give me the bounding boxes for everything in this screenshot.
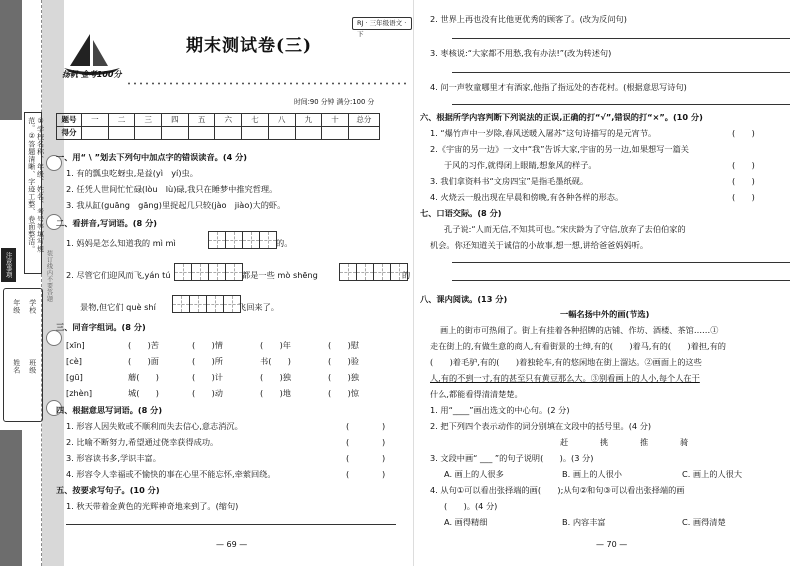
choice-c[interactable]: C. 画得清楚	[682, 517, 726, 527]
writing-grid[interactable]	[172, 295, 240, 313]
table-cell: 得分	[57, 127, 82, 140]
label-school: 学校	[28, 299, 37, 314]
score-input[interactable]	[188, 127, 215, 140]
table-cell: 题号	[57, 114, 82, 127]
blank-cell[interactable]: ( )年	[260, 340, 291, 350]
passage-line: 走在街上的,有做生意的商人,有看街景的士绅,有的( )着马,有的( )着担,有的	[430, 341, 726, 351]
binding-strip	[0, 0, 64, 566]
judge-paren[interactable]: ( )	[732, 192, 755, 202]
pinyin-label: [zhèn]	[66, 388, 93, 398]
question-6-4: 4. 火烧云一般出现在早晨和傍晚,有各种各样的形态。	[430, 192, 624, 202]
dotted-divider	[126, 82, 406, 85]
answer-paren[interactable]: ( )	[346, 453, 386, 463]
word-option: 推	[640, 437, 649, 447]
answer-line[interactable]	[452, 72, 790, 73]
question-4-4: 4. 形容令人幸福或不愉快的事在心里不能忘怀,牵萦回绕。	[66, 469, 276, 479]
exam-meta: 时间:90 分钟 满分:100 分	[294, 98, 375, 106]
score-input[interactable]	[295, 127, 322, 140]
score-input[interactable]	[162, 127, 189, 140]
choice-b[interactable]: B. 内容丰富	[562, 517, 606, 527]
judge-paren[interactable]: ( )	[732, 128, 755, 138]
question-2-3-text: 景物,但它们 què shí	[80, 302, 156, 312]
notice-text: ①学校名称、年级、姓名、考号等填写规范。②答题清晰、字迹工整、卷面整洁。	[27, 117, 45, 253]
grade-tag: RJ · 三年级语文 · 下	[352, 17, 412, 30]
page-separator	[413, 0, 414, 566]
pinyin-label: [gū]	[66, 372, 83, 382]
blank-cell[interactable]: ( )惊	[328, 388, 359, 398]
answer-paren[interactable]: ( )	[346, 469, 386, 479]
blank-cell[interactable]: ( )情	[192, 340, 223, 350]
score-input[interactable]	[108, 127, 135, 140]
answer-paren[interactable]: ( )	[346, 421, 386, 431]
blank-cell[interactable]: ( )动	[192, 388, 223, 398]
table-cell: 七	[242, 114, 269, 127]
cut-hint: 装订线内不要答题	[45, 250, 53, 302]
question-6-3: 3. 我们拿资料书“文房四宝”是指毛墨纸砚。	[430, 176, 589, 186]
section-4-heading: 四、根据意思写词语。(8 分)	[56, 405, 163, 415]
table-cell: 八	[268, 114, 295, 127]
table-row	[57, 127, 380, 140]
score-input[interactable]	[348, 127, 379, 140]
writing-grid[interactable]	[339, 263, 407, 281]
score-input[interactable]	[268, 127, 295, 140]
score-table	[56, 113, 380, 140]
table-cell: 九	[295, 114, 322, 127]
question-6-1: 1. “爆竹声中一岁除,春风送暖入屠苏”这句诗描写的是元宵节。	[430, 128, 657, 138]
pinyin-label: [cè]	[66, 356, 82, 366]
answer-paren[interactable]: ( )	[346, 437, 386, 447]
passage-title: 一幅名扬中外的画(节选)	[560, 309, 650, 319]
question-2-2-text: 2. 尽管它们迎风而飞,yán tú	[66, 270, 171, 280]
word-option: 挑	[600, 437, 609, 447]
choice-b[interactable]: B. 画上的人很小	[562, 469, 622, 479]
judge-paren[interactable]: ( )	[732, 176, 755, 186]
blank-cell[interactable]: 书( )	[260, 356, 291, 366]
question-2-2-end: 的	[402, 270, 411, 280]
oral-text-2: 机会。你还知道关于诚信的小故事,想一想,讲给爸爸妈妈听。	[430, 240, 649, 250]
blank-cell[interactable]: ( )独	[328, 372, 359, 382]
question-4-3: 3. 形容读书多,学识丰富。	[66, 453, 161, 463]
table-cell: 总分	[348, 114, 379, 127]
reading-question-3: 3. 文段中画“ ___ ”的句子说明( )。(3 分)	[430, 453, 594, 463]
blank-cell[interactable]: ( )验	[328, 356, 359, 366]
oral-text-1: 孔子说:“人而无信,不知其可也。”宋庆龄为了守信,放弃了去伯伯家的	[444, 224, 686, 234]
score-input[interactable]	[215, 127, 242, 140]
passage-line: ( )着毛驴,有的( )着独轮车,有的悠闲地在街上溜达。②画面上的这些	[430, 357, 702, 367]
blank-cell[interactable]: ( )地	[260, 388, 291, 398]
table-cell: 三	[135, 114, 162, 127]
blank-cell[interactable]: 城( )	[128, 388, 159, 398]
table-cell: 六	[215, 114, 242, 127]
choice-a[interactable]: A. 画得精细	[444, 517, 488, 527]
blank-cell[interactable]: ( )面	[128, 356, 159, 366]
passage-line-underlined: 人,有的不到一寸,有的甚至只有黄豆那么大。③别看画上的人小,每个人在干	[430, 373, 700, 383]
brand-name: 扬帆 金考100分	[62, 70, 122, 79]
reading-question-2: 2. 把下列四个表示动作的词分别填在文段中的括号里。(4 分)	[430, 421, 652, 431]
score-input[interactable]	[322, 127, 349, 140]
blank-cell[interactable]: ( )所	[192, 356, 223, 366]
page-number: — 70 —	[596, 540, 628, 549]
reading-question-4-cont: ( )。(4 分)	[444, 501, 498, 511]
question-2-3-end: 飞回来了。	[238, 302, 279, 312]
judge-paren[interactable]: ( )	[732, 160, 755, 170]
answer-line[interactable]	[452, 280, 790, 281]
notice-box	[24, 112, 45, 274]
question-5-4: 4. 问一声牧童哪里才有酒家,他指了指远处的杏花村。(根据意思写诗句)	[430, 82, 687, 92]
blank-cell[interactable]: 蘑( )	[128, 372, 159, 382]
passage-line: 什么,都能看得清清楚楚。	[430, 389, 523, 399]
table-cell: 二	[108, 114, 135, 127]
reading-question-1: 1. 用“____”画出选文的中心句。(2 分)	[430, 405, 570, 415]
question-1-3: 3. 我从缸(guāng gāng)里捉起几只较(jào jiào)大的虾。	[66, 200, 286, 210]
reading-question-4: 4. 从句①可以看出张择端的画( );从句②和句③可以看出张择端的画	[430, 485, 685, 495]
question-1-1: 1. 有的瓢虫吃蚜虫,是益(yì yí)虫。	[66, 168, 198, 178]
question-6-2-cont: 于风的习作,就得闭上眼睛,想象风的样子。	[444, 160, 597, 170]
question-5-2: 2. 世界上再也没有比他更优秀的顾客了。(改为反问句)	[430, 14, 627, 24]
answer-line[interactable]	[66, 524, 396, 525]
table-cell: 五	[188, 114, 215, 127]
section-3-heading: 三、同音字组词。(8 分)	[56, 322, 146, 332]
page-title: 期末测试卷(三)	[186, 36, 313, 56]
choice-c[interactable]: C. 画上的人很大	[682, 469, 743, 479]
score-input[interactable]	[242, 127, 269, 140]
writing-grid[interactable]	[208, 231, 276, 249]
question-4-2: 2. 比喻不断努力,希望通过侥幸获得成功。	[66, 437, 219, 447]
cut-line	[41, 0, 42, 566]
page-number: — 69 —	[216, 540, 248, 549]
section-8-heading: 八、课内阅读。(13 分)	[420, 294, 508, 304]
word-option: 骑	[680, 437, 689, 447]
question-6-2: 2.《宇宙的另一边》一文中“我”告诉大家,宇宙的另一边,如果想写一篇关	[430, 144, 689, 154]
passage-line: 画上的街市可热闹了。街上有挂着各种招牌的店铺、作坊、酒楼、茶馆……①	[440, 325, 719, 335]
table-cell: 一	[82, 114, 109, 127]
right-page	[420, 0, 796, 566]
section-2-heading: 二、看拼音,写词语。(8 分)	[56, 218, 158, 228]
blank-cell[interactable]: ( )计	[192, 372, 223, 382]
question-2-1-end: 的。	[276, 238, 293, 248]
word-option: 赶	[560, 437, 569, 447]
pinyin-label: [xīn]	[66, 340, 85, 350]
section-1-heading: 一、用“ \ ”划去下列句中加点字的错误读音。(4 分)	[56, 152, 248, 162]
label-grade: 年级	[12, 299, 21, 314]
table-cell: 四	[162, 114, 189, 127]
question-2-2-mid: 都是一些 mò shēng	[242, 270, 318, 280]
writing-grid[interactable]	[174, 263, 242, 281]
score-input[interactable]	[82, 127, 109, 140]
answer-line[interactable]	[452, 38, 790, 39]
question-5-3: 3. 枣核说:“大家都不用愁,我有办法!”(改为转述句)	[430, 48, 612, 58]
label-class: 班级	[28, 359, 37, 374]
blank-cell[interactable]: ( )独	[260, 372, 291, 382]
student-info-box	[3, 288, 43, 422]
left-page	[56, 0, 412, 566]
section-5-heading: 五、按要求写句子。(10 分)	[56, 485, 160, 495]
notice-stamp: 注意事项	[1, 248, 16, 282]
question-2-1-text: 1. 妈妈是怎么知道我的 mì mì	[66, 238, 176, 248]
label-name: 姓名	[12, 359, 21, 374]
strip-bottom-band	[0, 430, 22, 566]
strip-top-band	[0, 0, 22, 120]
table-cell: 十	[322, 114, 349, 127]
question-5-1: 1. 秋天带着金黄色的光辉神奇地来到了。(缩句)	[66, 501, 239, 511]
score-input[interactable]	[135, 127, 162, 140]
question-4-1: 1. 形容人因失败或不顺利而失去信心,意志消沉。	[66, 421, 243, 431]
blank-cell[interactable]: ( )苦	[128, 340, 159, 350]
table-row	[57, 114, 380, 127]
answer-line[interactable]	[452, 262, 790, 263]
section-7-heading: 七、口语交际。(8 分)	[420, 208, 502, 218]
choice-a[interactable]: A. 画上的人很多	[444, 469, 504, 479]
answer-line[interactable]	[452, 104, 790, 105]
question-1-2: 2. 任凭人世间忙忙碌(lòu lù)碌,我只在睡梦中推究哲理。	[66, 184, 278, 194]
blank-cell[interactable]: ( )慰	[328, 340, 359, 350]
section-6-heading: 六、根据所学内容判断下列说法的正误,正确的打“√”,错误的打“×”。(10 分)	[420, 112, 703, 122]
